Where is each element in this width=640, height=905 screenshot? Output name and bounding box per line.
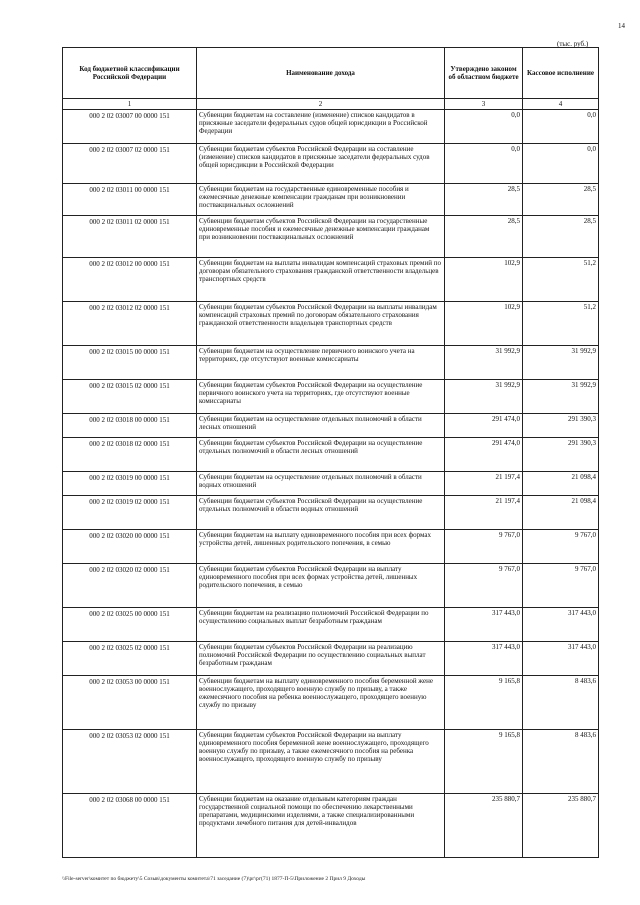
header-executed: Кассовое исполнение: [523, 48, 599, 99]
row-approved: 317 443,0: [445, 608, 523, 642]
column-number: 2: [197, 99, 445, 110]
row-approved: 28,5: [445, 184, 523, 216]
table-row: [63, 216, 599, 258]
column-number: 1: [63, 99, 197, 110]
row-approved: 291 474,0: [445, 438, 523, 472]
row-code: 000 2 02 03020 00 0000 151: [63, 530, 197, 564]
row-name: Субвенции бюджетам субъектов Российской Федерации на осуществление первичного воинского учета на территориях, где отсутствуют военные комиссариаты: [197, 380, 445, 414]
row-approved: 102,9: [445, 258, 523, 302]
row-code: 000 2 02 03019 02 0000 151: [63, 496, 197, 530]
table-row: [63, 608, 599, 642]
table-row: [63, 144, 599, 184]
row-executed: 51,2: [523, 258, 599, 302]
row-executed: 317 443,0: [523, 608, 599, 642]
table-row: [63, 676, 599, 730]
row-name: Субвенции бюджетам на государственные единовременные пособия и ежемесячные денежные компенсации гражданам при возникновении поствакцинальных осложнений: [197, 184, 445, 216]
row-code: 000 2 02 03007 00 0000 151: [63, 110, 197, 144]
row-code: 000 2 02 03015 02 0000 151: [63, 380, 197, 414]
table-row: [63, 730, 599, 794]
table-row: [63, 346, 599, 380]
row-approved: 9 767,0: [445, 530, 523, 564]
table-row: [63, 496, 599, 530]
row-name: Субвенции бюджетам субъектов Российской Федерации на государственные единовременные пособия и ежемесячные денежные компенсации гражданам при возникновении поствакцинальных осложнений: [197, 216, 445, 258]
row-code: 000 2 02 03015 00 0000 151: [63, 346, 197, 380]
row-code: 000 2 02 03012 02 0000 151: [63, 302, 197, 346]
row-name: Субвенции бюджетам субъектов Российской Федерации на осуществление отдельных полномочий в области лесных отношений: [197, 438, 445, 472]
row-name: Субвенции бюджетам на выплаты инвалидам компенсаций страховых премий по договорам обязательного страхования гражданской ответственности владельцев транспортных средств: [197, 258, 445, 302]
revenue-table: [62, 47, 599, 858]
row-name: Субвенции бюджетам субъектов Российской Федерации на выплаты инвалидам компенсаций страховых премий по договорам обязательного страхования гражданской ответственности владельцев транспортных средств: [197, 302, 445, 346]
row-name: Субвенции бюджетам на реализацию полномочий Российской Федерации по осуществлению социальных выплат безработным гражданам: [197, 608, 445, 642]
table-row: [63, 302, 599, 346]
table-row: [63, 258, 599, 302]
row-executed: 51,2: [523, 302, 599, 346]
row-code: 000 2 02 03053 02 0000 151: [63, 730, 197, 794]
table-row: [63, 414, 599, 438]
row-approved: 21 197,4: [445, 496, 523, 530]
row-executed: 0,0: [523, 144, 599, 184]
row-code: 000 2 02 03018 02 0000 151: [63, 438, 197, 472]
row-name: Субвенции бюджетам субъектов Российской Федерации на осуществление отдельных полномочий в области водных отношений: [197, 496, 445, 530]
row-executed: 28,5: [523, 184, 599, 216]
row-name: Субвенции бюджетам на осуществление первичного воинского учета на территориях, где отсутствуют военные комиссариаты: [197, 346, 445, 380]
row-approved: 291 474,0: [445, 414, 523, 438]
page-number: 14: [618, 22, 625, 30]
row-executed: 317 443,0: [523, 642, 599, 676]
row-approved: 235 880,7: [445, 794, 523, 858]
row-code: 000 2 02 03068 00 0000 151: [63, 794, 197, 858]
row-approved: 102,9: [445, 302, 523, 346]
row-approved: 9 767,0: [445, 564, 523, 608]
column-number: 4: [523, 99, 599, 110]
row-name: Субвенции бюджетам на осуществление отдельных полномочий в области лесных отношений: [197, 414, 445, 438]
table-row: [63, 530, 599, 564]
row-name: Субвенции бюджетам на составление (изменение) списков кандидатов в присяжные заседатели федеральных судов общей юрисдикции в Российской Федерации: [197, 110, 445, 144]
row-code: 000 2 02 03053 00 0000 151: [63, 676, 197, 730]
row-name: Субвенции бюджетам на выплату единовременного пособия при всех формах устройства детей, лишенных родительского попечения, в семью: [197, 530, 445, 564]
table-body: [63, 110, 599, 858]
column-number: 3: [445, 99, 523, 110]
row-executed: 9 767,0: [523, 564, 599, 608]
row-name: Субвенции бюджетам на осуществление отдельных полномочий в области водных отношений: [197, 472, 445, 496]
row-code: 000 2 02 03019 00 0000 151: [63, 472, 197, 496]
row-code: 000 2 02 03011 02 0000 151: [63, 216, 197, 258]
row-executed: 28,5: [523, 216, 599, 258]
row-executed: 0,0: [523, 110, 599, 144]
table-row: [63, 642, 599, 676]
row-executed: 235 880,7: [523, 794, 599, 858]
row-approved: 317 443,0: [445, 642, 523, 676]
row-approved: 21 197,4: [445, 472, 523, 496]
row-code: 000 2 02 03025 00 0000 151: [63, 608, 197, 642]
table-row: [63, 472, 599, 496]
row-name: Субвенции бюджетам субъектов Российской Федерации на составление (изменение) списков кандидатов в присяжные заседатели федеральных судов общей юрисдикции в Российской Федерации: [197, 144, 445, 184]
row-name: Субвенции бюджетам на выплату единовременного пособия беременной жене военнослужащего, проходящего военную службу по призыву, а также ежемесячного пособия на ребенка военнослужащего, проходящего военную службу по призыву: [197, 676, 445, 730]
row-code: 000 2 02 03020 02 0000 151: [63, 564, 197, 608]
row-executed: 8 483,6: [523, 730, 599, 794]
row-name: Субвенции бюджетам субъектов Российской Федерации на реализацию полномочий Российской Федерации по осуществлению социальных выплат безработным гражданам: [197, 642, 445, 676]
unit-note: (тыс. руб.): [557, 40, 589, 48]
row-code: 000 2 02 03007 02 0000 151: [63, 144, 197, 184]
header-code: Код бюджетной классификации Российской Федерации: [63, 48, 197, 99]
table-row: [63, 184, 599, 216]
table-row: [63, 438, 599, 472]
row-code: 000 2 02 03011 00 0000 151: [63, 184, 197, 216]
row-executed: 8 483,6: [523, 676, 599, 730]
table-row: [63, 564, 599, 608]
header-name: Наименование дохода: [197, 48, 445, 99]
table-row: [63, 110, 599, 144]
row-executed: 21 098,4: [523, 472, 599, 496]
table-row: [63, 380, 599, 414]
row-executed: 291 390,3: [523, 438, 599, 472]
row-executed: 31 992,9: [523, 346, 599, 380]
row-approved: 0,0: [445, 144, 523, 184]
row-approved: 9 165,8: [445, 730, 523, 794]
table-row: [63, 794, 599, 858]
row-approved: 31 992,9: [445, 346, 523, 380]
row-approved: 9 165,8: [445, 676, 523, 730]
row-executed: 9 767,0: [523, 530, 599, 564]
row-executed: 291 390,3: [523, 414, 599, 438]
row-approved: 31 992,9: [445, 380, 523, 414]
row-executed: 31 992,9: [523, 380, 599, 414]
header-approved: Утверждено законом об областном бюджете: [445, 48, 523, 99]
row-approved: 28,5: [445, 216, 523, 258]
row-code: 000 2 02 03012 00 0000 151: [63, 258, 197, 302]
footer-file-path: \\File-server\комитет по бюджету\5 Созыв\документы комитета\71 заседание (7)\рг\рг(71) 1877-П-5\Приложение 2 Прил 9 Доходы: [62, 876, 366, 882]
row-code: 000 2 02 03025 02 0000 151: [63, 642, 197, 676]
row-name: Субвенции бюджетам субъектов Российской Федерации на выплату единовременного пособия при всех формах устройства детей, лишенных родительского попечения, в семью: [197, 564, 445, 608]
row-approved: 0,0: [445, 110, 523, 144]
row-executed: 21 098,4: [523, 496, 599, 530]
row-code: 000 2 02 03018 00 0000 151: [63, 414, 197, 438]
row-name: Субвенции бюджетам на оказание отдельным категориям граждан государственной социальной помощи по обеспечению лекарственными препаратами, медицинскими изделиями, а также специализированными продуктами лечебного питания для детей-инвалидов: [197, 794, 445, 858]
row-name: Субвенции бюджетам субъектов Российской Федерации на выплату единовременного пособия беременной жене военнослужащего, проходящего военную службу по призыву, а также ежемесячного пособия на ребенка военнослужащего, проходящего военную службу по призыву: [197, 730, 445, 794]
